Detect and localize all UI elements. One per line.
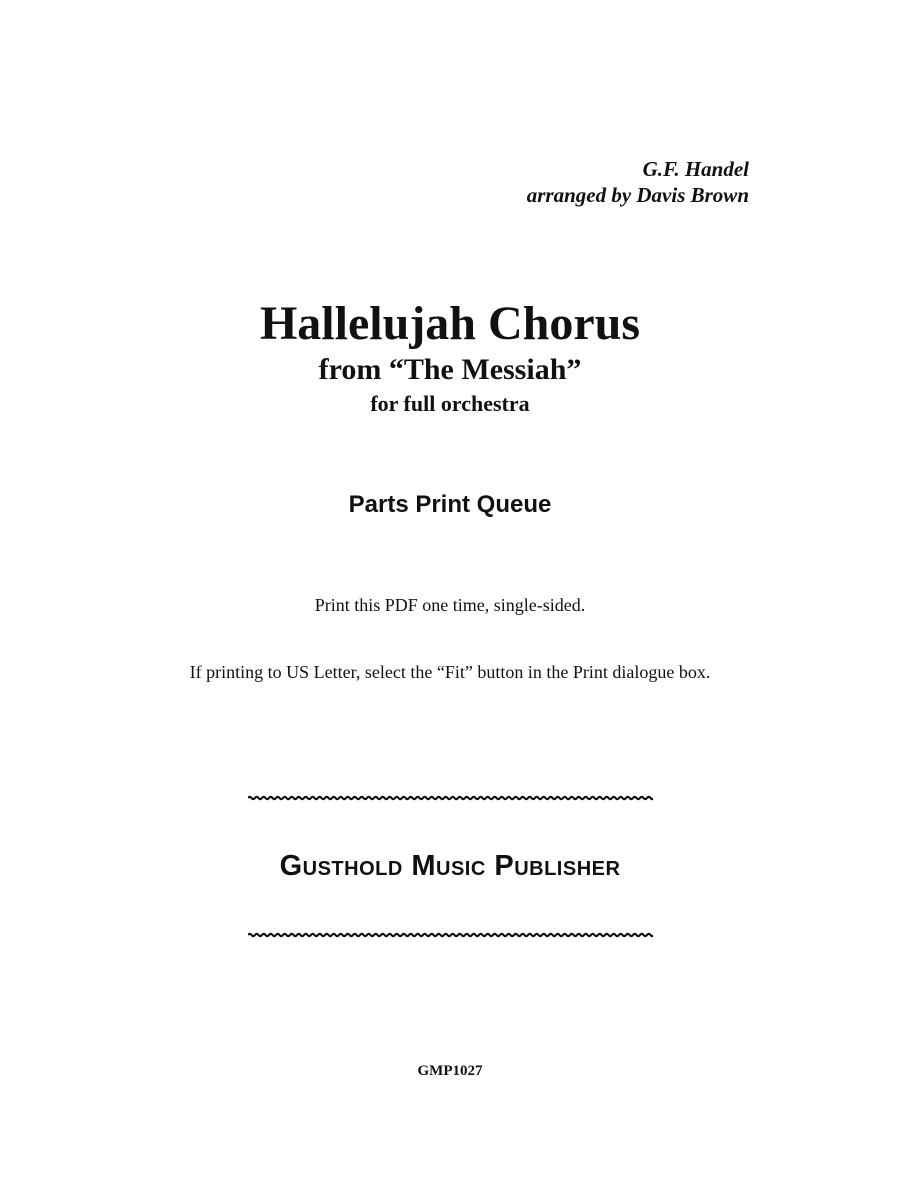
print-instruction-2: If printing to US Letter, select the “Fit” button in the Print dialogue box.	[189, 662, 711, 682]
composer-name: G.F. Handel	[642, 157, 749, 181]
arranger-credit: arranged by Davis Brown	[526, 183, 749, 207]
piece-title: Hallelujah Chorus	[259, 297, 641, 350]
catalog-number: GMP1027	[417, 1063, 483, 1079]
wavy-divider-top	[248, 793, 653, 803]
publisher-name: Gusthold Music Publisher	[279, 850, 621, 882]
print-instruction-1: Print this PDF one time, single-sided.	[314, 595, 586, 615]
section-heading: Parts Print Queue	[348, 491, 552, 518]
piece-subtitle: from “The Messiah”	[318, 353, 582, 386]
composer-credits	[527, 156, 749, 208]
wavy-divider-bottom	[248, 930, 653, 940]
instrumentation-label: for full orchestra	[370, 391, 530, 416]
